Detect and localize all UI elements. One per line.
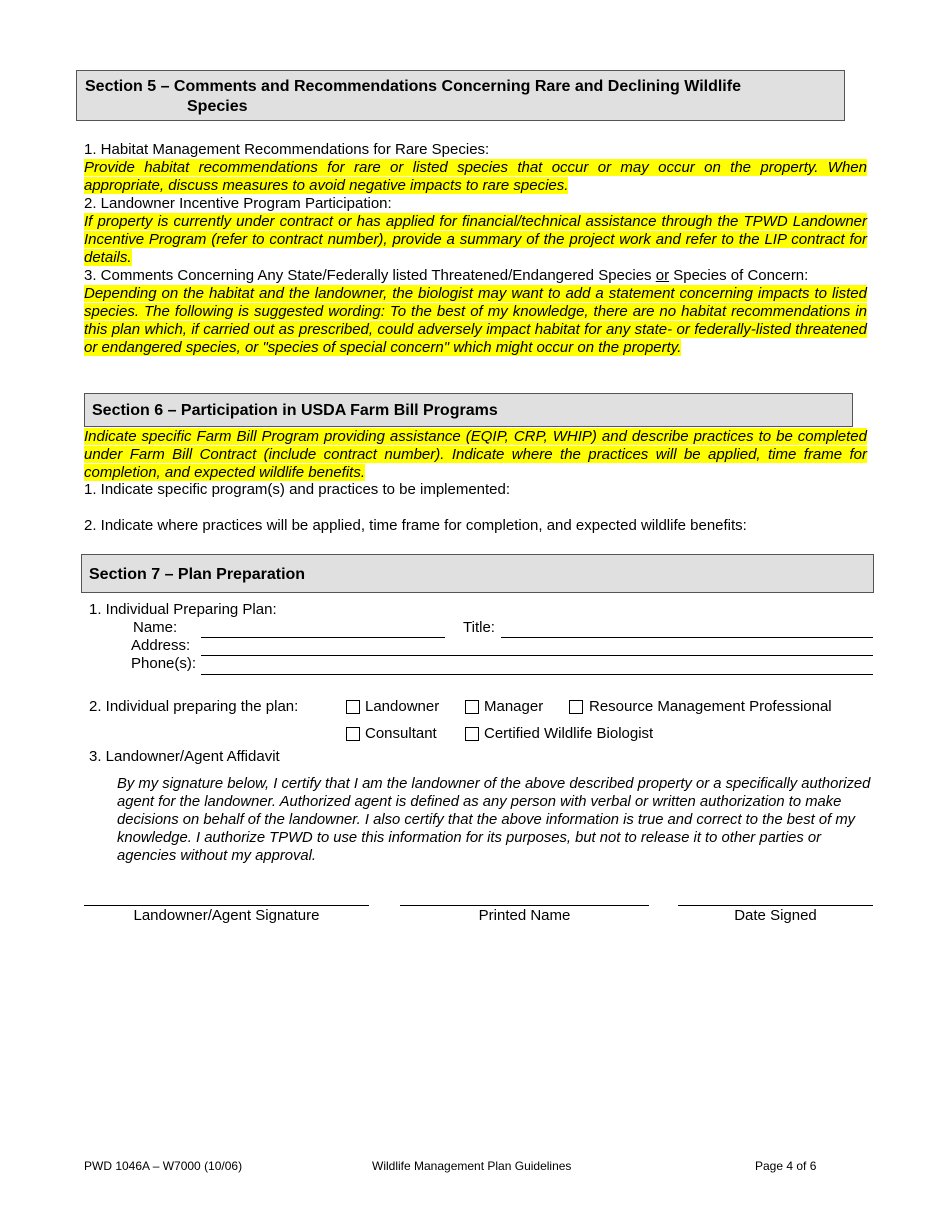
section6-intro-highlight: Indicate specific Farm Bill Program providing assistance (EQIP, CRP, WHIP) and describe practices to be completed under Farm Bill Contract (include contract number). Indicate where the practices will be applied, time frame for completion, and expected wildlife benefits.: [84, 428, 867, 481]
signature-label: Landowner/Agent Signature: [133, 907, 320, 924]
phone-label: Phone(s):: [131, 655, 197, 672]
section5-item2-highlight: If property is currently under contract or has applied for financial/technical assistance through the TPWD Landowner Incentive Program (refer to contract number), provide a summary of the project work and refer to the LIP contract for details.: [84, 213, 867, 266]
signature-line[interactable]: [84, 905, 369, 906]
section5-item3-label: [84, 267, 867, 285]
section7-item3-label: 3. Landowner/Agent Affidavit: [89, 748, 280, 765]
resource-management-professional-checkbox-label: Resource Management Professional: [589, 698, 832, 715]
section5-item2-text: [84, 213, 867, 267]
section7-item1-label: 1. Individual Preparing Plan:: [89, 601, 277, 618]
section5-item3-label-b: Species of Concern:: [669, 267, 809, 284]
section5-item1-highlight: Provide habitat recommendations for rare or listed species that occur or may occur on the property. When appropriate, discuss measures to avoid negative impacts to rare species.: [84, 159, 867, 194]
address-label: Address:: [131, 637, 191, 654]
printed-name-label: Printed Name: [478, 907, 571, 924]
address-field[interactable]: [201, 655, 873, 656]
section6-title: Section 6 – Participation in USDA Farm Bill Programs: [92, 402, 498, 419]
resource-management-professional-checkbox[interactable]: [569, 700, 583, 714]
section5-header: [76, 70, 845, 121]
section5-item3-highlight: Depending on the habitat and the landowner, the biologist may want to add a statement concerning impacts to listed species. The following is suggested wording: To the best of my knowledge, there are no habitat recommendations in this plan which, if carried out as prescribed, could adversely impact habitat for any state- or federally-listed threatened or endangered species, or "species of special concern" which might occur on the property.: [84, 285, 867, 356]
section7-title: Section 7 – Plan Preparation: [89, 566, 306, 583]
section5-title-line2: Species: [187, 98, 248, 115]
title-label: Title:: [463, 619, 495, 636]
section5-item1-text: [84, 159, 867, 195]
landowner-checkbox-label: Landowner: [365, 698, 440, 715]
date-signed-line[interactable]: [678, 905, 873, 906]
manager-checkbox[interactable]: [465, 700, 479, 714]
section7-header: [81, 554, 874, 593]
manager-checkbox-label: Manager: [484, 698, 544, 715]
section5-item3-label-or: or: [655, 267, 670, 284]
section5-item1-label: 1. Habitat Management Recommendations for Rare Species:: [84, 141, 490, 158]
phone-field[interactable]: [201, 674, 873, 675]
date-signed-label: Date Signed: [734, 907, 817, 924]
name-field[interactable]: [201, 637, 445, 638]
consultant-checkbox-label: Consultant: [365, 725, 437, 742]
section5-item2-label: 2. Landowner Incentive Program Participation:: [84, 195, 392, 212]
footer-page-number: Page 4 of 6: [755, 1159, 817, 1173]
affidavit-text: By my signature below, I certify that I am the landowner of the above described property or a specifically authorized agent for the landowner. Authorized agent is defined as any person with verbal or written authorization to make decisions on behalf of the landowner. I also certify that the above information is true and correct to the best of my knowledge. I authorize TPWD to use this information for its purposes, but not to release it to other parties or agencies without my approval.: [117, 776, 871, 864]
title-field[interactable]: [501, 637, 873, 638]
certified-wildlife-biologist-checkbox[interactable]: [465, 727, 479, 741]
certified-wildlife-biologist-checkbox-label: Certified Wildlife Biologist: [484, 725, 654, 742]
section6-intro: [84, 428, 867, 482]
section5-title-line1: Section 5 – Comments and Recommendations Concerning Rare and Declining Wildlife: [85, 78, 741, 95]
consultant-checkbox[interactable]: [346, 727, 360, 741]
footer-doc-title: Wildlife Management Plan Guidelines: [372, 1159, 572, 1173]
printed-name-line[interactable]: [400, 905, 649, 906]
name-label: Name:: [133, 619, 178, 636]
section7-item2-label: 2. Individual preparing the plan:: [89, 698, 299, 715]
section6-item1: 1. Indicate specific program(s) and practices to be implemented:: [84, 481, 511, 498]
section6-item2: 2. Indicate where practices will be applied, time frame for completion, and expected wildlife benefits:: [84, 517, 747, 534]
section5-item3-text: [84, 285, 867, 357]
footer-form-id: PWD 1046A – W7000 (10/06): [84, 1159, 243, 1173]
section5-item3-label-a: 3. Comments Concerning Any State/Federally listed Threatened/Endangered Species: [84, 267, 656, 284]
section6-header: [84, 393, 853, 427]
landowner-checkbox[interactable]: [346, 700, 360, 714]
